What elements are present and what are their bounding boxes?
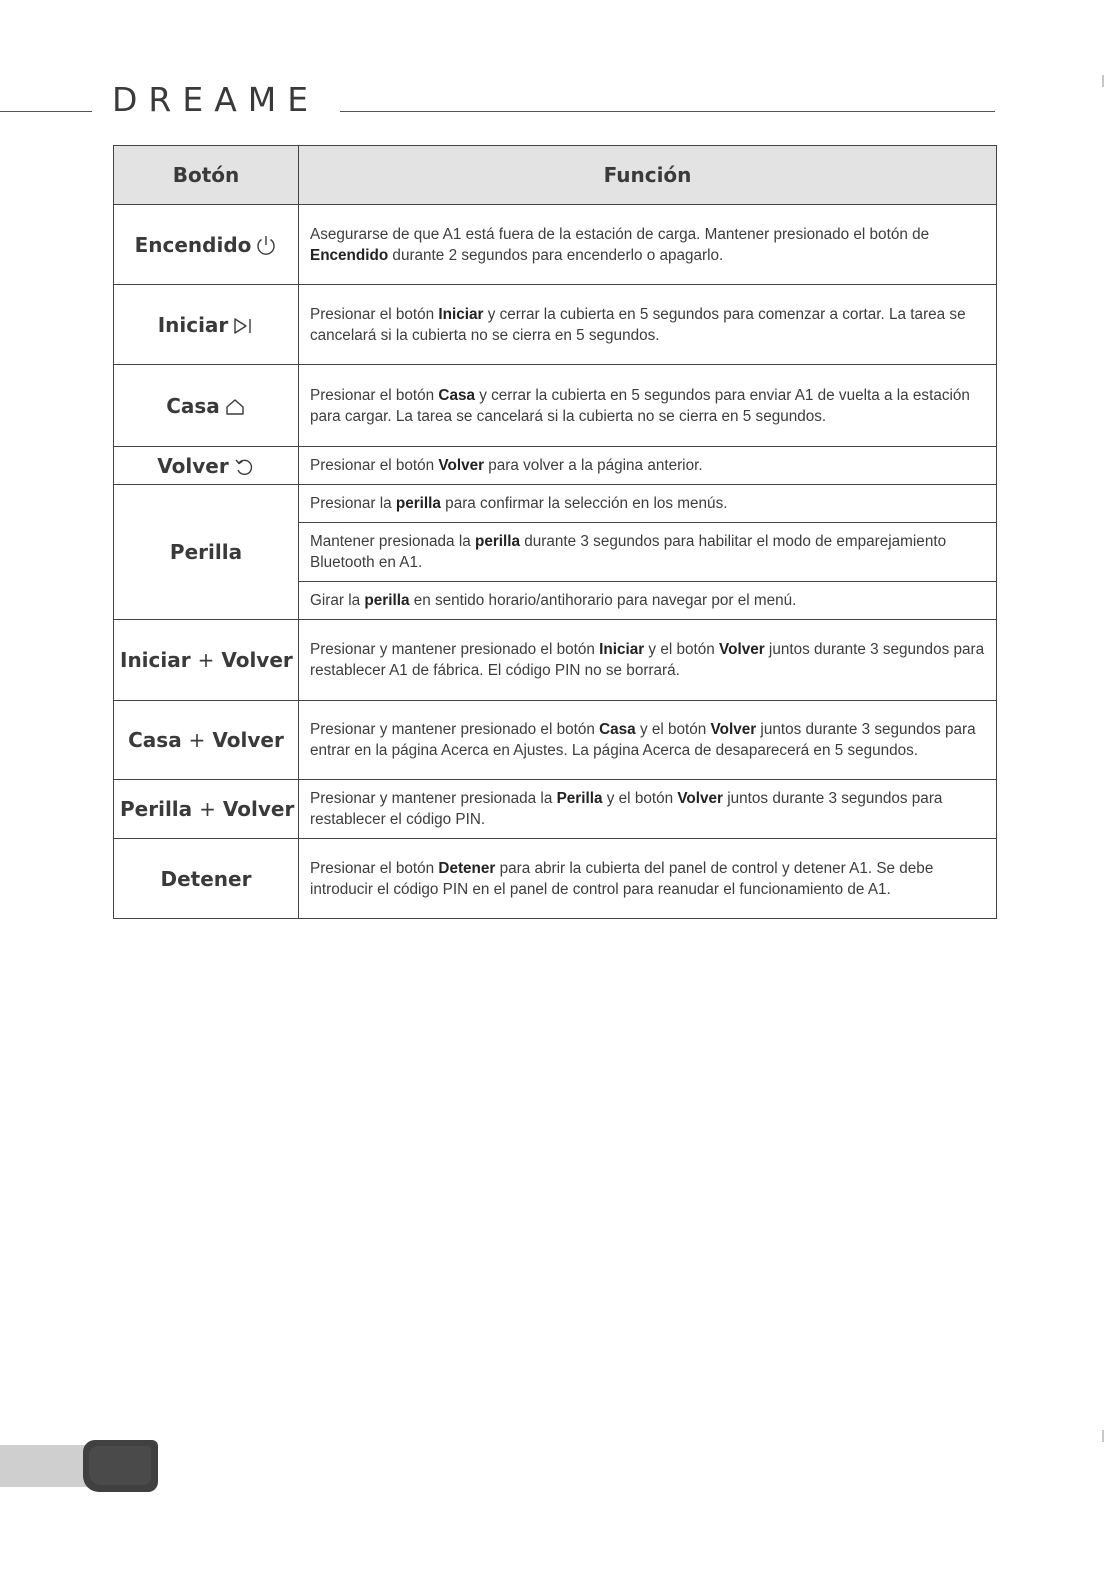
button-name: Perilla (169, 540, 243, 564)
table-row (114, 365, 997, 447)
function-cell: Presionar el botón Volver para volver a la página anterior. (299, 447, 997, 485)
plus-sign: + (188, 728, 206, 752)
brand-logo: DREAME (112, 80, 320, 119)
function-cell: Presionar y mantener presionada la Perilla y el botón Volver juntos durante 3 segundos para restablecer el código PIN. (299, 780, 997, 839)
header-rule-left (0, 111, 92, 112)
page-header (0, 78, 1110, 122)
button-cell (114, 365, 299, 447)
table-row (114, 205, 997, 285)
page-edge-mark (1102, 1430, 1104, 1442)
button-name: Iniciar (157, 312, 229, 337)
function-cell: Mantener presionada la perilla durante 3 segundos para habilitar el modo de emparejamiento Bluetooth en A1. (299, 523, 997, 582)
button-name: Iniciar (120, 648, 191, 672)
function-cell: Presionar el botón Detener para abrir la cubierta del panel de control y detener A1. Se debe introducir el código PIN en el panel de control para reanudar el funcionamiento de A1. (299, 839, 997, 919)
table-row (114, 485, 997, 523)
table-row (114, 780, 997, 839)
plus-sign: + (199, 797, 216, 821)
button-cell (114, 447, 299, 485)
table-header-row (114, 146, 997, 205)
table-row (114, 285, 997, 365)
button-cell (114, 839, 299, 919)
back-arrow-icon (233, 457, 255, 477)
button-cell (114, 205, 299, 285)
button-name: Perilla (120, 797, 193, 821)
button-cell (114, 780, 299, 839)
button-name: Casa (128, 728, 182, 752)
button-name: Volver (212, 728, 284, 752)
function-cell: Presionar el botón Casa y cerrar la cubierta en 5 segundos para enviar A1 de vuelta a la estación para cargar. La tarea se cancelará si la cubierta no se cierra en 5 segundos. (299, 365, 997, 447)
table-row (114, 620, 997, 701)
header-rule-right (340, 111, 995, 112)
table-row (114, 701, 997, 780)
table-row (114, 447, 997, 485)
button-name: Volver (221, 648, 293, 672)
function-cell: Presionar el botón Iniciar y cerrar la cubierta en 5 segundos para comenzar a cortar. La tarea se cancelará si la cubierta no se cierra en 5 segundos. (299, 285, 997, 365)
table-row (114, 839, 997, 919)
home-icon (224, 397, 246, 417)
button-name: Casa (166, 393, 220, 418)
column-header-function: Función (299, 146, 997, 205)
button-name: Volver (157, 453, 229, 478)
button-function-table (113, 145, 997, 919)
page-edge-mark (1102, 75, 1104, 87)
button-cell (114, 701, 299, 780)
function-cell: Presionar y mantener presionado el botón Casa y el botón Volver juntos durante 3 segundos para entrar en la página Acerca en Ajustes. La página Acerca de desaparecerá en 5 segundos. (299, 701, 997, 780)
power-icon (255, 234, 277, 256)
button-cell (114, 485, 299, 620)
button-cell (114, 620, 299, 701)
column-header-button: Botón (114, 146, 299, 205)
button-name: Encendido (134, 232, 252, 257)
page-number-tab-inner (89, 1446, 151, 1485)
play-pause-icon (232, 316, 254, 336)
function-cell: Presionar la perilla para confirmar la selección en los menús. (299, 485, 997, 523)
button-cell (114, 285, 299, 365)
button-name: Volver (222, 797, 295, 821)
function-cell: Girar la perilla en sentido horario/antihorario para navegar por el menú. (299, 582, 997, 620)
function-cell: Asegurarse de que A1 está fuera de la estación de carga. Mantener presionado el botón de Encendido durante 2 segundos para encenderlo o apagarlo. (299, 205, 997, 285)
button-name: Detener (160, 866, 252, 891)
plus-sign: + (197, 648, 215, 672)
function-cell: Presionar y mantener presionado el botón Iniciar y el botón Volver juntos durante 3 segundos para restablecer A1 de fábrica. El código PIN no se borrará. (299, 620, 997, 701)
